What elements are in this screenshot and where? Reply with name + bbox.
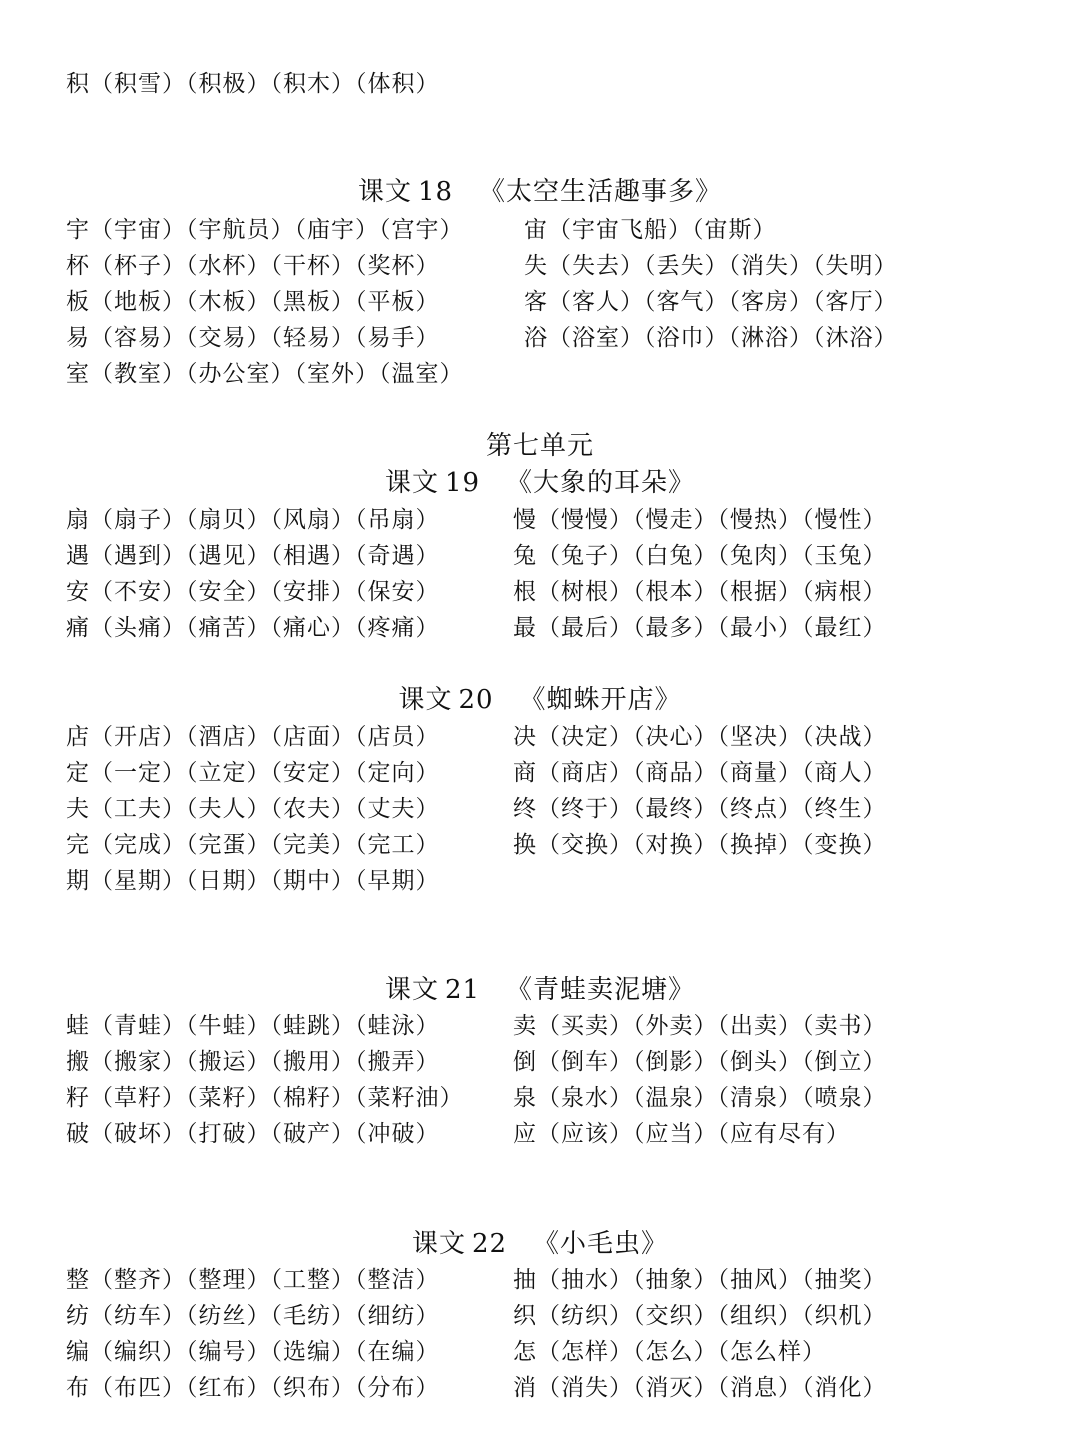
word-group: 布（布匹）（红布）（织布）（分布）: [66, 1375, 440, 1401]
word-group: 定（一定）（立定）（安定）（定向）: [66, 760, 440, 786]
word-group: 痛（头痛）（痛苦）（痛心）（疼痛）: [66, 615, 440, 641]
word-group: 纺（纺车）（纺丝）（毛纺）（细纺）: [66, 1303, 440, 1329]
word-group: 店（开店）（酒店）（店面）（店员）: [66, 724, 440, 750]
word-row: [66, 1044, 1026, 1080]
word-group: 消（消失）（消灭）（消息）（消化）: [513, 1375, 887, 1401]
word-group: 织（纺织）（交织）（组织）（织机）: [513, 1303, 887, 1329]
word-group: 易（容易）（交易）（轻易）（易手）: [66, 325, 440, 351]
word-row: [66, 610, 1026, 646]
lesson-number: 19: [444, 468, 481, 498]
word-group: 扇（扇子）（扇贝）（风扇）（吊扇）: [66, 507, 440, 533]
lesson-heading-22: [0, 1224, 1080, 1264]
word-row: [66, 719, 1026, 755]
word-group: 根（树根）（根本）（根据）（病根）: [513, 579, 887, 605]
lesson-number: 22: [471, 1229, 508, 1259]
word-row: [66, 248, 1026, 284]
word-group: 遇（遇到）（遇见）（相遇）（奇遇）: [66, 543, 440, 569]
word-row: [66, 1116, 1026, 1152]
word-group: 抽（抽水）（抽象）（抽风）（抽奖）: [513, 1267, 887, 1293]
word-group: 籽（草籽）（菜籽）（棉籽）（菜籽油）: [66, 1085, 464, 1111]
word-row: [66, 66, 1026, 102]
lesson-heading-21: [0, 970, 1080, 1010]
word-group: 商（商店）（商品）（商量）（商人）: [513, 760, 887, 786]
lesson-label: 课文: [384, 975, 439, 1005]
word-group: 破（破坏）（打破）（破产）（冲破）: [66, 1121, 440, 1147]
word-row: [66, 1008, 1026, 1044]
lesson-number: 18: [417, 177, 454, 207]
word-row: [66, 212, 1026, 248]
word-group: 夫（工夫）（夫人）（农夫）（丈夫）: [66, 796, 440, 822]
word-row: [66, 502, 1026, 538]
word-group: 终（终于）（最终）（终点）（终生）: [513, 796, 887, 822]
lesson-title: 《蜘蛛开店》: [519, 685, 682, 715]
lesson-number: 20: [458, 685, 494, 715]
word-group: 兔（兔子）（白兔）（兔肉）（玉兔）: [513, 543, 887, 569]
word-row: [66, 284, 1026, 320]
word-group: 编（编织）（编号）（选编）（在编）: [66, 1339, 440, 1365]
lesson-label: 课文: [384, 468, 439, 498]
word-row: [66, 755, 1026, 791]
lesson-heading-20: [0, 680, 1080, 720]
word-row: [66, 863, 1026, 899]
word-group: 搬（搬家）（搬运）（搬用）（搬弄）: [66, 1049, 440, 1075]
word-row: [66, 320, 1026, 356]
word-group: 决（决定）（决心）（坚决）（决战）: [513, 724, 887, 750]
word-row: [66, 1334, 1026, 1370]
word-group: 怎（怎样）（怎么）（怎么样）: [513, 1339, 826, 1365]
word-group: 换（交换）（对换）（换掉）（变换）: [513, 832, 887, 858]
word-row: [66, 356, 1026, 392]
lesson-heading-19: [0, 463, 1080, 503]
lesson-label: 课文: [357, 177, 412, 207]
word-group: 卖（买卖）（外卖）（出卖）（卖书）: [513, 1013, 887, 1039]
word-group: 倒（倒车）（倒影）（倒头）（倒立）: [513, 1049, 887, 1075]
lesson-title: 《小毛虫》: [533, 1229, 669, 1259]
word-row: [66, 1370, 1026, 1406]
word-group: 泉（泉水）（温泉）（清泉）（喷泉）: [513, 1085, 887, 1111]
word-row: [66, 1262, 1026, 1298]
word-row: [66, 538, 1026, 574]
unit-heading: [0, 426, 1080, 466]
word-row: [66, 574, 1026, 610]
word-row: [66, 827, 1026, 863]
word-group: 完（完成）（完蛋）（完美）（完工）: [66, 832, 440, 858]
lesson-heading-18: [0, 172, 1080, 212]
word-group: 期（星期）（日期）（期中）（早期）: [66, 868, 440, 894]
word-group: 杯（杯子）（水杯）（干杯）（奖杯）: [66, 253, 440, 279]
word-group: 积（积雪）（积极）（积木）（体积）: [66, 71, 440, 97]
word-group: 宙（宇宙飞船）（宙斯）: [524, 217, 777, 243]
word-group: 浴（浴室）（浴巾）（淋浴）（沐浴）: [524, 325, 898, 351]
lesson-title: 《太空生活趣事多》: [479, 177, 723, 207]
word-group: 客（客人）（客气）（客房）（客厅）: [524, 289, 898, 315]
lesson-title: 《大象的耳朵》: [506, 468, 696, 498]
word-group: 失（失去）（丢失）（消失）（失明）: [524, 253, 898, 279]
word-group: 室（教室）（办公室）（室外）（温室）: [66, 361, 464, 387]
word-group: 整（整齐）（整理）（工整）（整洁）: [66, 1267, 440, 1293]
word-group: 最（最后）（最多）（最小）（最红）: [513, 615, 887, 641]
word-group: 宇（宇宙）（宇航员）（庙宇）（宫宇）: [66, 217, 464, 243]
word-group: 应（应该）（应当）（应有尽有）: [513, 1121, 850, 1147]
lesson-number: 21: [444, 975, 481, 1005]
word-group: 板（地板）（木板）（黑板）（平板）: [66, 289, 440, 315]
word-row: [66, 1080, 1026, 1116]
unit-title: 第七单元: [485, 431, 594, 461]
lesson-label: 课文: [398, 685, 453, 715]
lesson-title: 《青蛙卖泥塘》: [506, 975, 696, 1005]
lesson-label: 课文: [411, 1229, 466, 1259]
word-row: [66, 791, 1026, 827]
word-group: 慢（慢慢）（慢走）（慢热）（慢性）: [513, 507, 887, 533]
word-group: 安（不安）（安全）（安排）（保安）: [66, 579, 440, 605]
word-row: [66, 1298, 1026, 1334]
word-group: 蛙（青蛙）（牛蛙）（蛙跳）（蛙泳）: [66, 1013, 440, 1039]
